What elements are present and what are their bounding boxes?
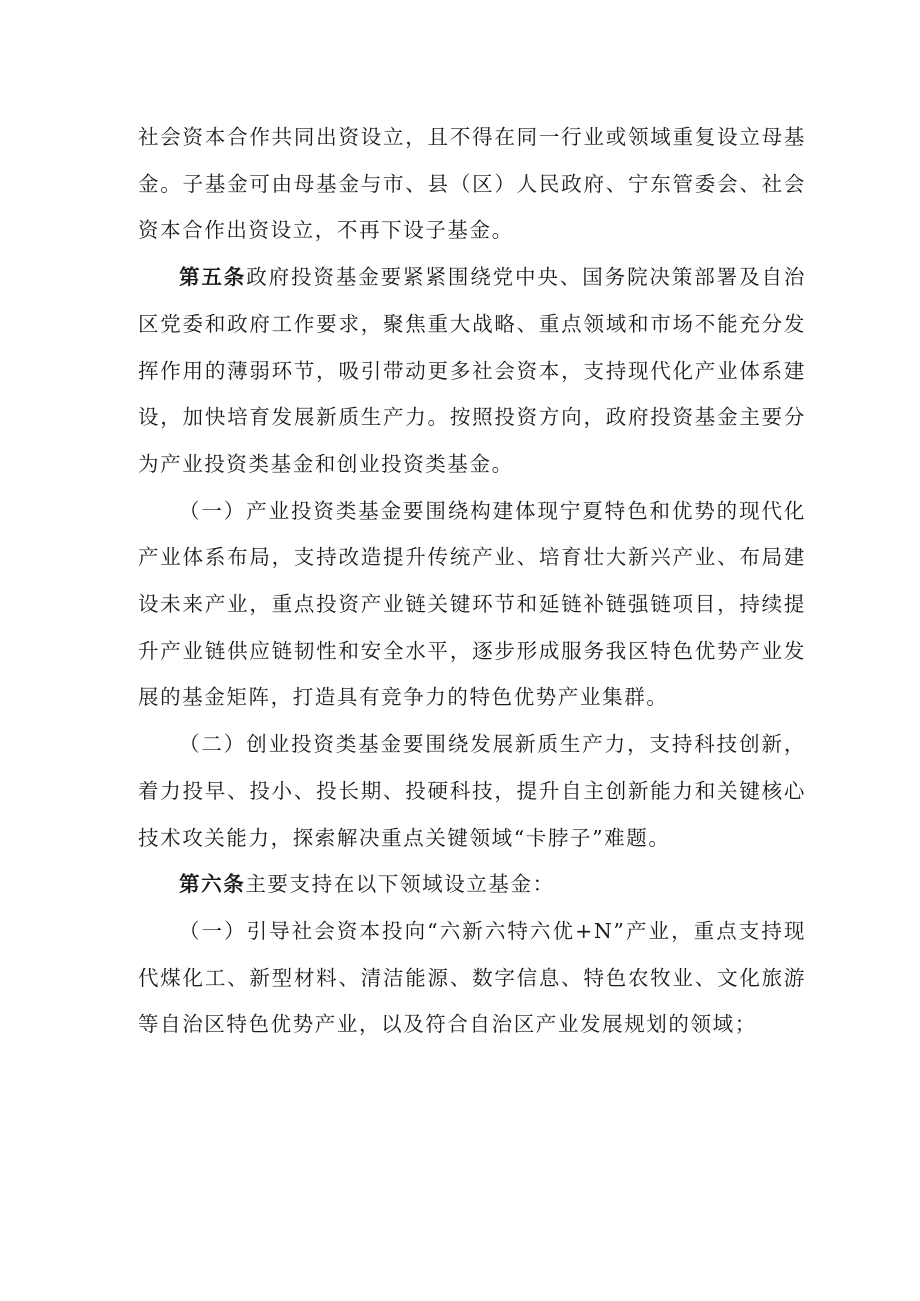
paragraph-text: （一）产业投资类基金要围绕构建体现宁夏特色和优势的现代化产业体系布局，支持改造提升传统产业、培育壮大新兴产业、布局建设未来产业，重点投资产业链关键环节和延链补链强链项目，持续提升产业链供应链韧性和安全水平，逐步形成服务我区特色优势产业发展的基金矩阵，打造具有竞争力的特色优势产业集群。 — [138, 498, 806, 710]
paragraph-text: （二）创业投资类基金要围绕发展新质生产力，支持科技创新，着力投早、投小、投长期、投硬科技，提升自主创新能力和关键核心技术攻关能力，探索解决重点关键领域“卡脖子”难题。 — [138, 732, 806, 850]
article-number: 第六条 — [179, 872, 246, 897]
article-5-item-1 — [138, 488, 806, 722]
paragraph-continuation — [138, 114, 806, 254]
paragraph-text: 政府投资基金要紧紧围绕党中央、国务院决策部署及自治区党委和政府工作要求，聚焦重大战略、重点领域和市场不能充分发挥作用的薄弱环节，吸引带动更多社会资本，支持现代化产业体系建设，加快培育发展新质生产力。按照投资方向，政府投资基金主要分为产业投资类基金和创业投资类基金。 — [138, 265, 806, 476]
document-page — [138, 114, 806, 1048]
article-6-paragraph — [138, 861, 806, 908]
paragraph-text: （一）引导社会资本投向“六新六特六优+N”产业，重点支持现代煤化工、新型材料、清洁能源、数字信息、特色农牧业、文化旅游等自治区特色优势产业，以及符合自治区产业发展规划的领域； — [138, 918, 806, 1037]
paragraph-text: 社会资本合作共同出资设立，且不得在同一行业或领域重复设立母基金。子基金可由母基金与市、县（区）人民政府、宁东管委会、社会资本合作出资设立，不再下设子基金。 — [138, 125, 806, 243]
article-6-item-1 — [138, 908, 806, 1048]
paragraph-text: 主要支持在以下领域设立基金： — [245, 872, 555, 897]
article-5-paragraph — [138, 254, 806, 488]
article-5-item-2 — [138, 721, 806, 861]
article-number: 第五条 — [179, 265, 247, 290]
